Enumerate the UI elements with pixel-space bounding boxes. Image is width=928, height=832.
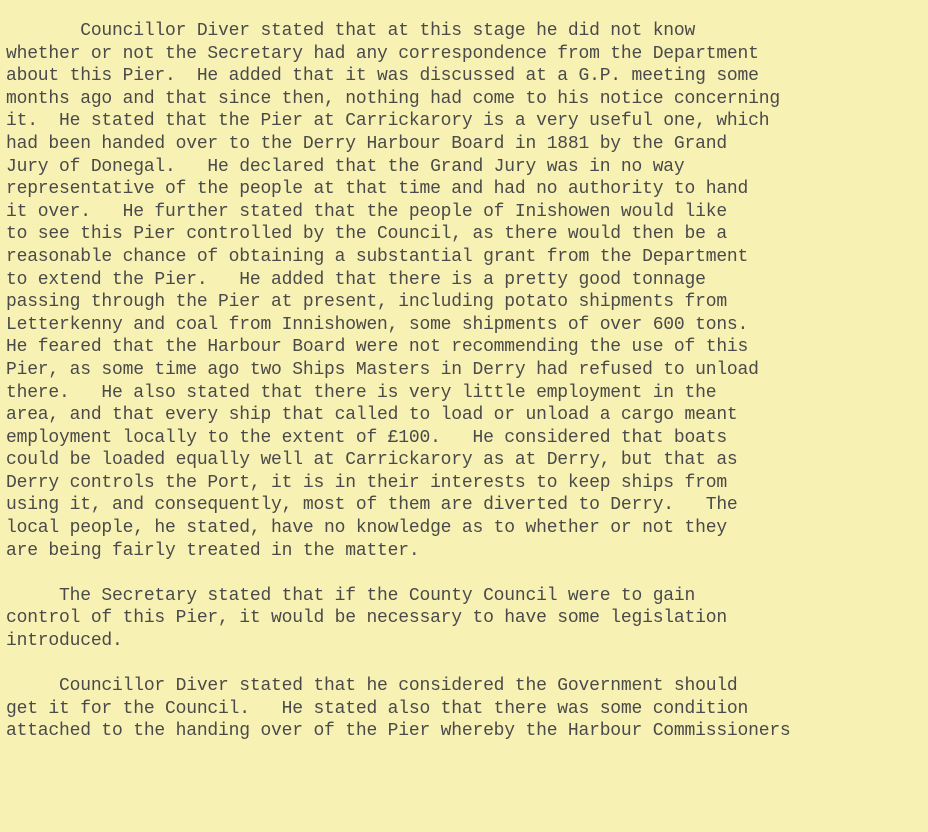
text-line: about this Pier. He added that it was discussed at a G.P. meeting some	[6, 66, 759, 87]
text-line: local people, he stated, have no knowledge as to whether or not they	[6, 518, 727, 539]
text-line: area, and that every ship that called to load or unload a cargo meant	[6, 405, 738, 426]
paragraph-spacer	[6, 653, 924, 676]
text-line: reasonable chance of obtaining a substantial grant from the Department	[6, 246, 749, 267]
text-line: control of this Pier, it would be necessary to have some legislation	[6, 608, 727, 629]
text-line: Jury of Donegal. He declared that the Grand Jury was in no way	[6, 156, 685, 177]
paragraph-secretary-legislation	[6, 585, 924, 653]
paragraph-spacer	[6, 562, 924, 585]
text-line: whether or not the Secretary had any correspondence from the Department	[6, 43, 759, 64]
typed-minutes-text	[6, 20, 924, 743]
text-line: using it, and consequently, most of them are diverted to Derry. The	[6, 495, 738, 516]
text-line: introduced.	[6, 631, 123, 652]
text-line: it over. He further stated that the people of Inishowen would like	[6, 201, 727, 222]
text-line: Councillor Diver stated that he considered the Government should	[6, 676, 738, 697]
paragraph-councillor-diver-pier	[6, 20, 924, 562]
text-line: attached to the handing over of the Pier whereby the Harbour Commissioners	[6, 721, 791, 742]
text-line: Councillor Diver stated that at this stage he did not know	[6, 21, 696, 41]
text-line: Pier, as some time ago two Ships Masters in Derry had refused to unload	[6, 359, 759, 380]
text-line: had been handed over to the Derry Harbour Board in 1881 by the Grand	[6, 133, 727, 154]
text-line: to extend the Pier. He added that there is a pretty good tonnage	[6, 269, 706, 290]
text-line: there. He also stated that there is very little employment in the	[6, 382, 717, 403]
text-line: are being fairly treated in the matter.	[6, 540, 420, 561]
text-line: months ago and that since then, nothing had come to his notice concerning	[6, 88, 780, 109]
text-line: get it for the Council. He stated also that there was some condition	[6, 698, 749, 719]
text-line: Letterkenny and coal from Innishowen, some shipments of over 600 tons.	[6, 314, 749, 335]
text-line: He feared that the Harbour Board were not recommending the use of this	[6, 337, 749, 358]
text-line: passing through the Pier at present, including potato shipments from	[6, 292, 727, 313]
paragraph-councillor-diver-government	[6, 675, 924, 743]
text-line: representative of the people at that time and had no authority to hand	[6, 179, 749, 200]
text-line: it. He stated that the Pier at Carrickarory is a very useful one, which	[6, 111, 770, 132]
text-line: could be loaded equally well at Carrickarory as at Derry, but that as	[6, 450, 738, 471]
text-line: employment locally to the extent of £100. He considered that boats	[6, 427, 727, 448]
text-line: Derry controls the Port, it is in their interests to keep ships from	[6, 472, 727, 493]
text-line: to see this Pier controlled by the Council, as there would then be a	[6, 224, 727, 245]
text-line: The Secretary stated that if the County Council were to gain	[6, 585, 696, 606]
